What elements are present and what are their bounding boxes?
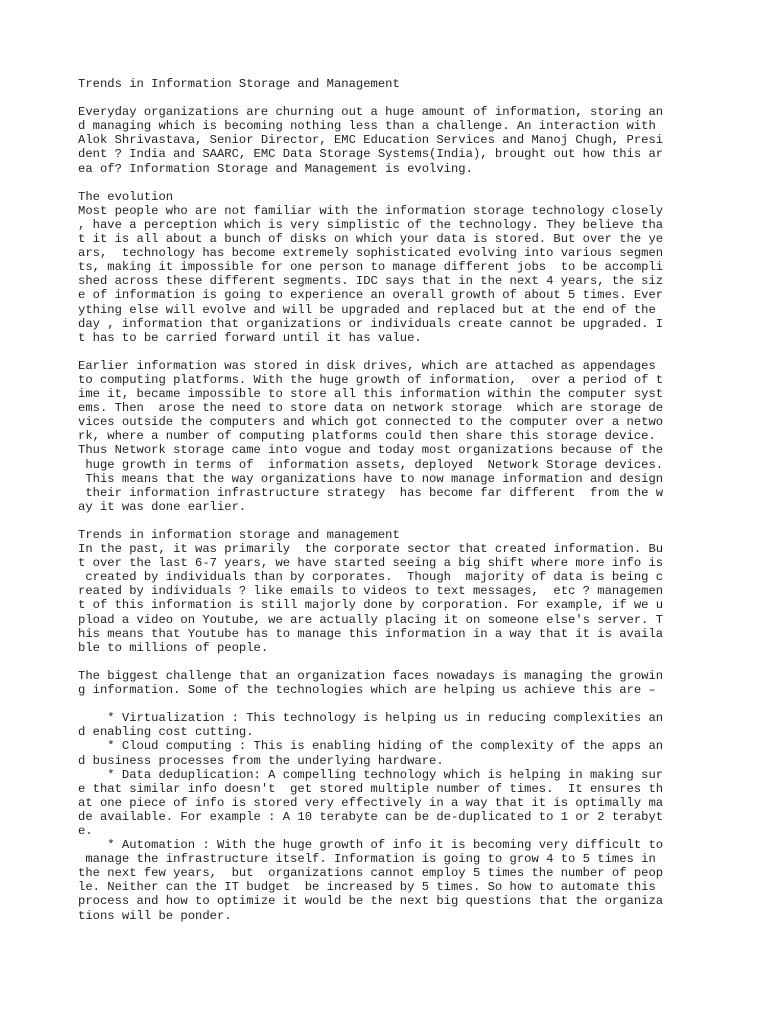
text-line: * Cloud computing : This is enabling hiding of the complexity of the apps an	[78, 739, 664, 754]
text-line: the next few years, but organizations cannot employ 5 times the number of peop	[78, 866, 664, 881]
text-line: The evolution	[78, 189, 174, 204]
paragraph	[78, 711, 758, 922]
text-line: t over the last 6-7 years, we have started seeing a big shift where more info is	[78, 556, 664, 571]
text-line: t it is all about a bunch of disks on which your data is stored. But over the ye	[78, 232, 664, 247]
text-line: d enabling cost cutting.	[78, 725, 254, 740]
text-line: ble to millions of people.	[78, 640, 269, 655]
text-line: day , information that organizations or individuals create cannot be upgraded. I	[78, 316, 664, 331]
text-line: t of this information is still majorly done by corporation. For example, if we u	[78, 598, 664, 613]
text-line: e.	[78, 823, 93, 838]
text-line: le. Neither can the IT budget be increased by 5 times. So how to automate this	[78, 880, 656, 895]
text-line: their information infrastructure strategy has become far different from the w	[78, 485, 664, 500]
paragraph-gap	[78, 176, 758, 190]
text-line: vices outside the computers and which got connected to the computer over a netwo	[78, 415, 664, 430]
text-line: This means that the way organizations have to now manage information and design	[78, 471, 664, 486]
text-line: ars, technology has become extremely sophisticated evolving into various segmen	[78, 246, 664, 261]
paragraph	[78, 190, 758, 345]
text-line: process and how to optimize it would be the next big questions that the organiza	[78, 894, 664, 909]
text-line: to computing platforms. With the huge growth of information, over a period of t	[78, 372, 664, 387]
text-line: Trends in information storage and management	[78, 528, 400, 542]
text-line: t has to be carried forward until it has value.	[78, 330, 422, 345]
text-line: * Virtualization : This technology is helping us in reducing complexities an	[78, 711, 664, 726]
paragraph-gap	[78, 345, 758, 359]
text-line: dent ? India and SAARC, EMC Data Storage Systems(India), brought out how this ar	[78, 147, 664, 162]
text-line: g information. Some of the technologies which are helping us achieve this are –	[78, 683, 656, 698]
text-line: shed across these different segments. IDC says that in the next 4 years, the siz	[78, 274, 664, 289]
paragraph-gap	[78, 655, 758, 669]
text-line: Earlier information was stored in disk drives, which are attached as appendages	[78, 358, 656, 373]
document-page	[78, 77, 758, 923]
text-line: Alok Shrivastava, Senior Director, EMC Education Services and Manoj Chugh, Presi	[78, 133, 664, 148]
paragraph	[78, 359, 758, 514]
paragraph-gap	[78, 91, 758, 105]
text-line: manage the infrastructure itself. Information is going to grow 4 to 5 times in	[78, 852, 656, 867]
text-line: at one piece of info is stored very effectively in a way that it is optimally ma	[78, 795, 664, 810]
text-line: Everyday organizations are churning out a huge amount of information, storing an	[78, 105, 664, 120]
paragraph	[78, 105, 758, 175]
text-line: created by individuals than by corporates. Though majority of data is being c	[78, 570, 664, 585]
paragraph-gap	[78, 697, 758, 711]
text-line: pload a video on Youtube, we are actually placing it on someone else's server. T	[78, 612, 664, 627]
text-line: Most people who are not familiar with the information storage technology closely	[78, 203, 664, 218]
text-line: , have a perception which is very simplistic of the technology. They believe tha	[78, 217, 664, 232]
text-line: reated by individuals ? like emails to videos to text messages, etc ? managemen	[78, 584, 664, 599]
text-line: de available. For example : A 10 terabyte can be de-duplicated to 1 or 2 terabyt	[78, 809, 664, 824]
paragraph-gap	[78, 514, 758, 528]
text-line: d managing which is becoming nothing less than a challenge. An interaction with	[78, 119, 656, 134]
text-line: Trends in Information Storage and Management	[78, 77, 400, 91]
text-line: ems. Then arose the need to store data on network storage which are storage de	[78, 401, 664, 416]
text-line: ything else will evolve and will be upgraded and replaced but at the end of the	[78, 302, 656, 317]
paragraph	[78, 669, 758, 697]
paragraph	[78, 528, 758, 655]
text-line: In the past, it was primarily the corporate sector that created information. Bu	[78, 542, 664, 557]
text-line: * Data deduplication: A compelling technology which is helping in making sur	[78, 767, 664, 782]
text-line: d business processes from the underlying hardware.	[78, 753, 444, 768]
text-line: his means that Youtube has to manage this information in a way that it is availa	[78, 626, 664, 641]
text-line: e that similar info doesn't get stored multiple number of times. It ensures th	[78, 781, 664, 796]
paragraph	[78, 77, 758, 91]
text-line: ay it was done earlier.	[78, 499, 247, 514]
text-line: ea of? Information Storage and Management is evolving.	[78, 161, 473, 176]
text-line: Thus Network storage came into vogue and today most organizations because of the	[78, 443, 664, 458]
text-line: The biggest challenge that an organization faces nowadays is managing the growin	[78, 668, 664, 683]
text-line: tions will be ponder.	[78, 908, 232, 923]
text-line: rk, where a number of computing platforms could then share this storage device.	[78, 429, 656, 444]
text-line: ts, making it impossible for one person to manage different jobs to be accompli	[78, 260, 664, 275]
text-line: * Automation : With the huge growth of info it is becoming very difficult to	[78, 838, 664, 853]
text-line: huge growth in terms of information assets, deployed Network Storage devices.	[78, 457, 664, 472]
text-line: e of information is going to experience an overall growth of about 5 times. Ever	[78, 288, 664, 303]
text-line: ime it, became impossible to store all this information within the computer syst	[78, 387, 664, 402]
